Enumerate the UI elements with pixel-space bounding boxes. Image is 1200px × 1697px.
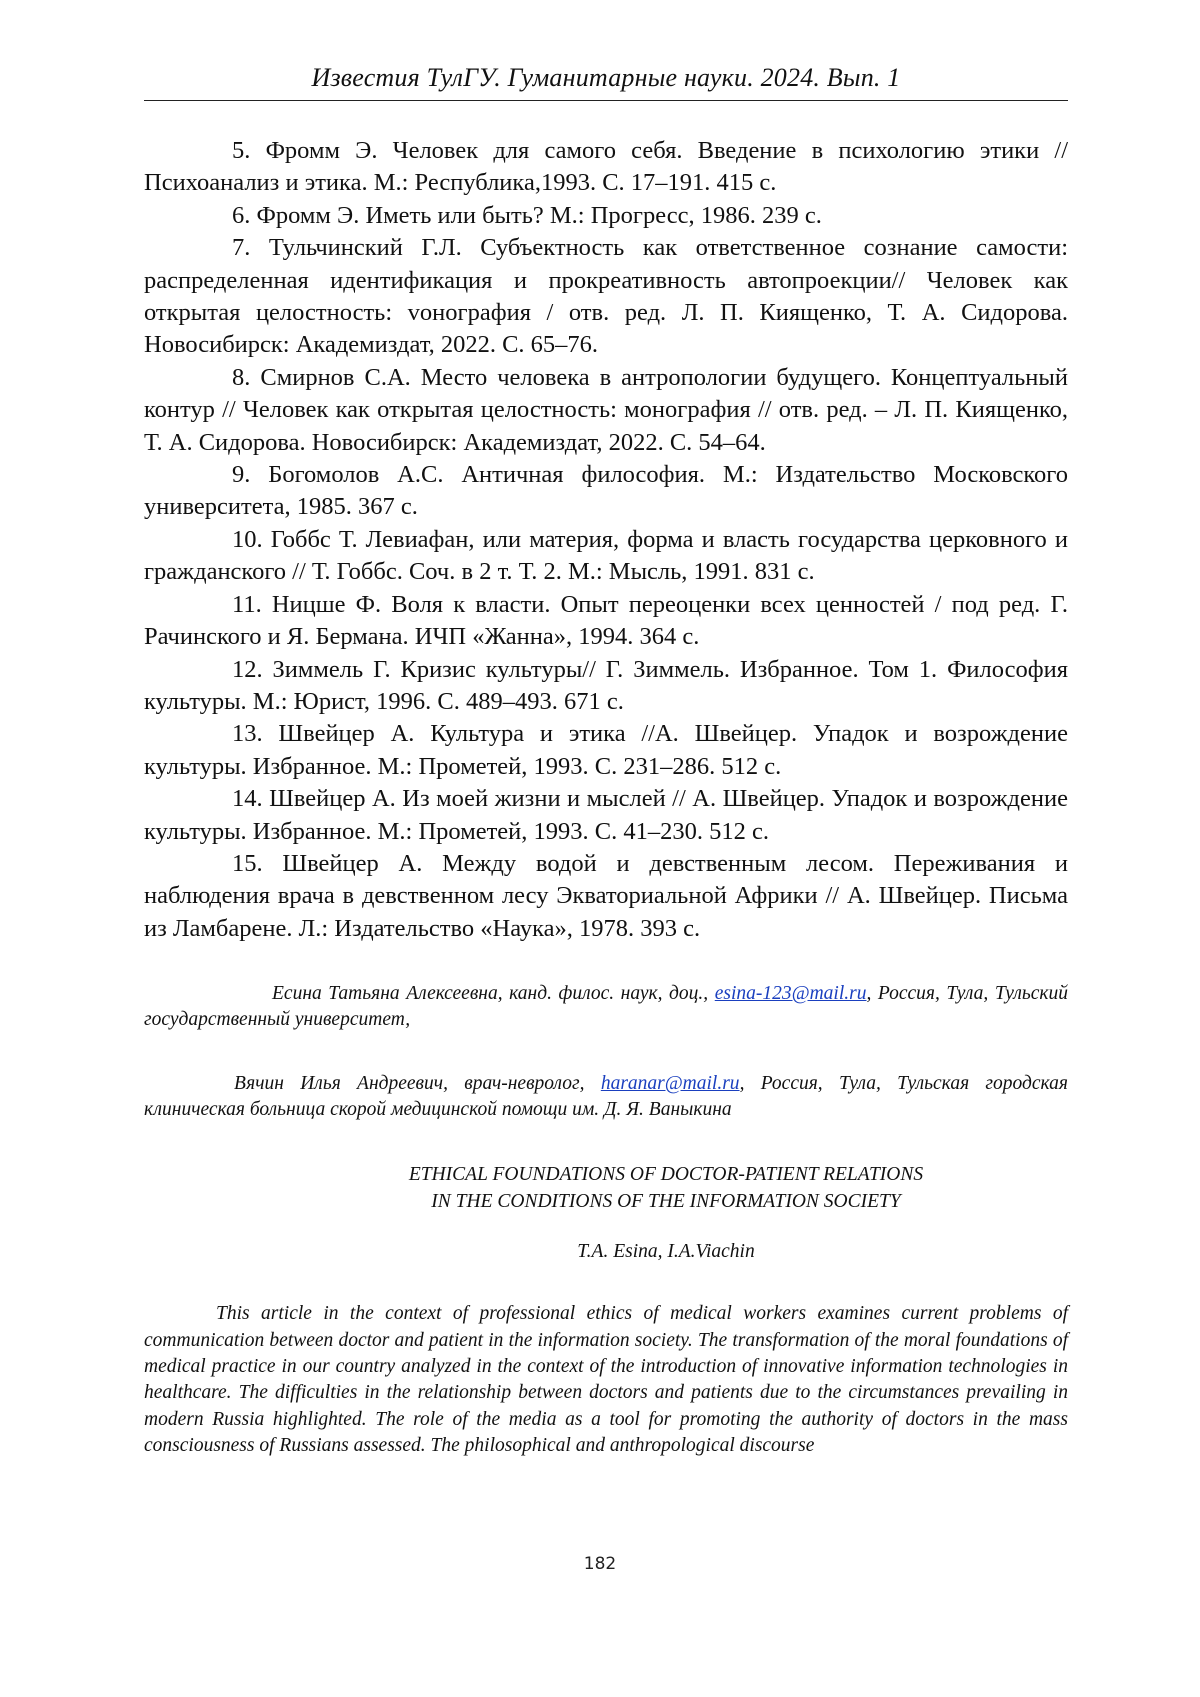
english-title-line: ETHICAL FOUNDATIONS OF DOCTOR-PATIENT RELATIONS xyxy=(408,1164,924,1186)
reference-item: 9. Богомолов А.С. Античная философия. М.: Издательство Московского университета, 1985. 367 с. xyxy=(144,461,1068,521)
reference-list xyxy=(144,135,1068,945)
author-vyachin-affiliation: , Россия, Тула, Тульская городская клиническая больница скорой медицинской помощи им. Д. Я. Ваныкина xyxy=(144,1073,1068,1121)
english-abstract: This article in the context of professional ethics of medical workers examines current problems of communication between doctor and patient in the information society. The transformation of the moral foundations of medical practice in our country analyzed in the context of the introduction of innovative information technologies in healthcare. The difficulties in the relationship between doctors and patients due to the circumstances prevailing in modern Russia highlighted. The role of the media as a tool for promoting the authority of doctors in the mass consciousness of Russians assessed. The philosophical and anthropological discourse xyxy=(144,1303,1068,1457)
english-authors: T.A. Esina, I.A.Viachin xyxy=(577,1241,755,1263)
reference-item: 13. Швейцер А. Культура и этика //А. Швейцер. Упадок и возрождение культуры. Избранное. М.: Прометей, 1993. С. 231–286. 512 с. xyxy=(144,720,1068,780)
reference-item: 14. Швейцер А. Из моей жизни и мыслей // А. Швейцер. Упадок и возрождение культуры. Избранное. М.: Прометей, 1993. С. 41–230. 512 с. xyxy=(144,785,1068,845)
reference-item: 15. Швейцер А. Между водой и девственным лесом. Переживания и наблюдения врача в девственном лесу Экваториальной Африки // А. Швейцер. Письма из Ламбарене. Л.: Издательство «Наука», 1978. 393 с. xyxy=(144,849,1068,942)
author-vyachin xyxy=(144,1071,1068,1123)
author-vyachin-email-link[interactable]: haranar@mail.ru xyxy=(600,1073,740,1095)
author-vyachin-name: Вячин Илья Андреевич, врач-невролог, xyxy=(234,1073,601,1095)
author-esina xyxy=(144,981,1068,1033)
reference-item: 12. Зиммель Г. Кризис культуры// Г. Зиммель. Избранное. Том 1. Философия культуры. М.: Юрист, 1996. С. 489–493. 671 с. xyxy=(144,655,1068,715)
author-esina-affiliation: , Россия, Тула, Тульский государственный университет, xyxy=(144,983,1069,1031)
author-esina-email-link[interactable]: esina-123@mail.ru xyxy=(714,983,867,1005)
author-info xyxy=(144,981,1068,1123)
reference-item: 6. Фромм Э. Иметь или быть? М.: Прогресс, 1986. 239 с. xyxy=(232,201,822,229)
reference-item: 7. Тульчинский Г.Л. Субъектность как ответственное сознание самости: распределенная идентификация и прокреативность автопроекции// Человек как открытая целостность: vонография / отв. ред. Л. П. Киященко, Т. А. Сидорова. Новосибирск: Академиздат, 2022. С. 65–76. xyxy=(144,234,1068,359)
reference-item: 11. Ницше Ф. Воля к власти. Опыт переоценки всех ценностей / под ред. Г. Рачинского и Я. Бермана. ИЧП «Жанна», 1994. 364 с. xyxy=(144,590,1068,651)
journal-page xyxy=(144,62,1068,1479)
reference-item: 10. Гоббс Т. Левиафан, или материя, форма и власть государства церковного и гражданского // Т. Гоббс. Соч. в 2 т. Т. 2. М.: Мысль, 1991. 831 с. xyxy=(144,525,1068,586)
page-number: 182 xyxy=(583,1554,617,1574)
english-title-line: IN THE CONDITIONS OF THE INFORMATION SOCIETY xyxy=(431,1191,901,1213)
reference-item: 5. Фромм Э. Человек для самого себя. Введение в психологию этики // Психоанализ и этика. М.: Республика,1993. С. 17–191. 415 с. xyxy=(144,137,1068,197)
reference-item: 8. Смирнов С.А. Место человека в антропологии будущего. Концептуальный контур // Человек как открытая целостность: монография // отв. ред. – Л. П. Киященко, Т. А. Сидорова. Новосибирск: Академиздат, 2022. С. 54–64. xyxy=(144,363,1068,456)
author-esina-name: Есина Татьяна Алексеевна, канд. филос. наук, доц., xyxy=(272,983,715,1005)
english-article-title xyxy=(144,1161,1068,1215)
running-header: Известия ТулГУ. Гуманитарные науки. 2024. Вып. 1 xyxy=(144,62,1068,101)
